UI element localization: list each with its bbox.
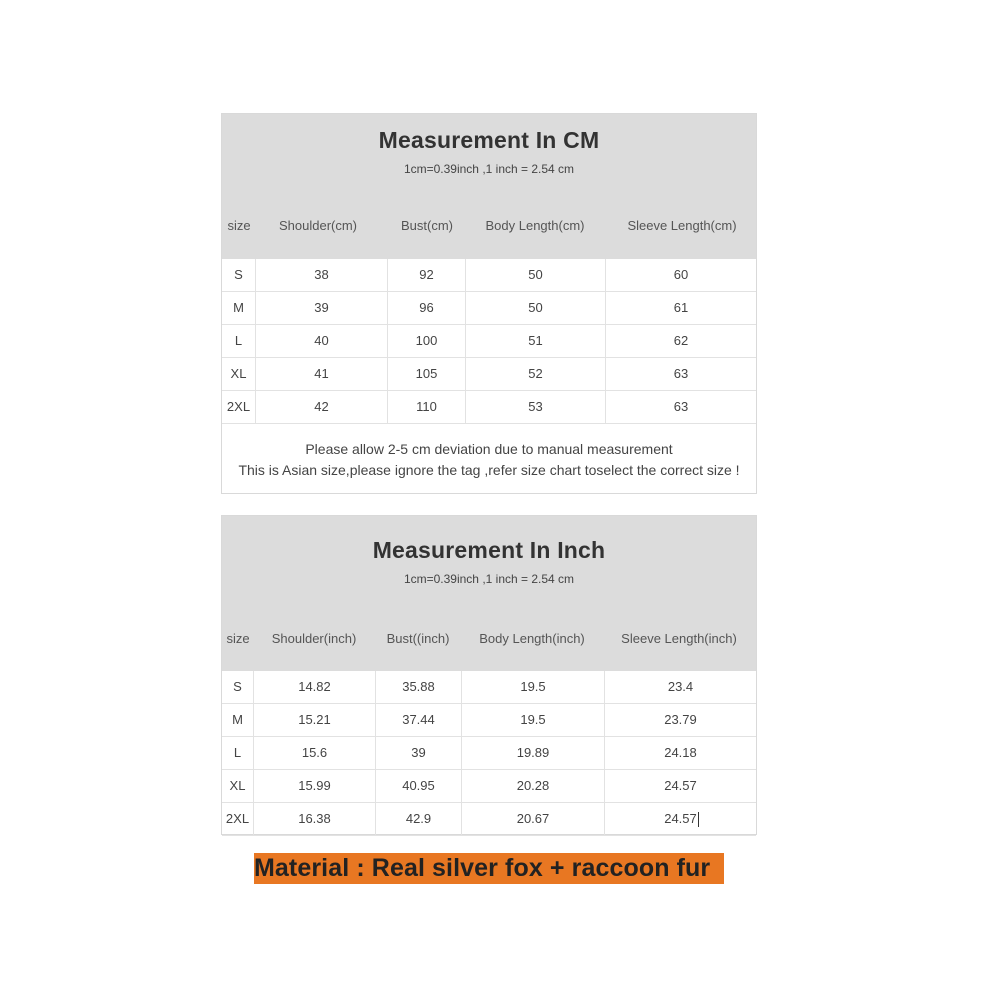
- cell-body-length: 51: [466, 325, 606, 357]
- cell-bust: 37.44: [376, 704, 462, 736]
- cell-body-length: 20.67: [462, 803, 605, 835]
- table-row: [222, 292, 756, 325]
- cell-size: XL: [222, 770, 254, 802]
- size-chart-inch: [221, 515, 757, 835]
- cell-sleeve-length: 62: [673, 333, 689, 348]
- cell-bust: 100: [388, 325, 466, 357]
- table-row: [222, 259, 756, 292]
- table-row: [222, 704, 756, 737]
- cell-sleeve-length: 24.18: [664, 745, 697, 760]
- chart-title: Measurement In Inch: [372, 537, 606, 563]
- cell-size: 2XL: [222, 803, 254, 835]
- cell-sleeve-length: 23.79: [664, 712, 697, 727]
- column-header-size: size: [227, 218, 251, 233]
- cell-bust: 105: [388, 358, 466, 390]
- cell-shoulder: 40: [256, 325, 388, 357]
- table-row: [222, 391, 756, 424]
- cell-shoulder: 39: [256, 292, 388, 324]
- text-cursor: [698, 812, 699, 827]
- cell-bust: 40.95: [376, 770, 462, 802]
- cell-size: S: [222, 259, 256, 291]
- cell-body-length: 52: [466, 358, 606, 390]
- cell-bust: 42.9: [376, 803, 462, 835]
- cell-size: L: [222, 325, 256, 357]
- cell-shoulder: 14.82: [254, 671, 376, 703]
- column-header-bust: Bust(cm): [401, 218, 453, 233]
- cell-body-length: 50: [466, 292, 606, 324]
- table-row: [222, 358, 756, 391]
- cell-size: M: [222, 292, 256, 324]
- cell-sleeve-length: [605, 803, 756, 835]
- table-row: [222, 803, 756, 836]
- chart-title: Measurement In CM: [378, 127, 600, 153]
- table-body: [222, 671, 756, 836]
- cell-value: 24.57: [664, 811, 697, 826]
- measurement-notes: [222, 424, 756, 481]
- cell-size: XL: [222, 358, 256, 390]
- column-header-sleeve-length: Sleeve Length(inch): [621, 631, 737, 646]
- cell-size: M: [222, 704, 254, 736]
- deviation-note: Please allow 2-5 cm deviation due to manual measurement: [305, 441, 673, 457]
- chart-subtitle: 1cm=0.39inch ,1 inch = 2.54 cm: [403, 572, 575, 586]
- cell-bust: 39: [376, 737, 462, 769]
- cell-sleeve-length: 23.4: [667, 679, 694, 694]
- cell-sleeve-length: 60: [673, 267, 689, 282]
- column-header-bust: Bust((inch): [386, 631, 450, 646]
- material-banner: Material : Real silver fox + raccoon fur: [254, 853, 724, 884]
- column-header-shoulder: Shoulder(inch): [271, 631, 357, 646]
- chart-subtitle: 1cm=0.39inch ,1 inch = 2.54 cm: [403, 162, 575, 176]
- cell-bust: 92: [388, 259, 466, 291]
- column-header-shoulder: Shoulder(cm): [278, 218, 358, 233]
- cell-sleeve-length: 63: [673, 366, 689, 381]
- cell-shoulder: 42: [256, 391, 388, 423]
- cell-body-length: 19.5: [462, 704, 605, 736]
- cell-size: S: [222, 671, 254, 703]
- chart-header-band: [222, 516, 756, 671]
- table-row: [222, 770, 756, 803]
- cell-sleeve-length: 61: [673, 300, 689, 315]
- cell-bust: 110: [388, 391, 466, 423]
- size-chart-cm: [221, 113, 757, 494]
- cell-size: 2XL: [222, 391, 256, 423]
- table-body: [222, 259, 756, 424]
- cell-bust: 35.88: [376, 671, 462, 703]
- column-header-size: size: [226, 631, 250, 646]
- cell-body-length: 50: [466, 259, 606, 291]
- cell-shoulder: 38: [256, 259, 388, 291]
- cell-body-length: 19.89: [462, 737, 605, 769]
- table-row: [222, 737, 756, 770]
- cell-shoulder: 41: [256, 358, 388, 390]
- cell-size: L: [222, 737, 254, 769]
- column-header-body-length: Body Length(inch): [479, 631, 585, 646]
- cell-sleeve-length: 63: [673, 399, 689, 414]
- cell-body-length: 20.28: [462, 770, 605, 802]
- column-header-body-length: Body Length(cm): [485, 218, 585, 233]
- chart-header-band: [222, 114, 756, 259]
- cell-body-length: 19.5: [462, 671, 605, 703]
- cell-shoulder: 16.38: [254, 803, 376, 835]
- cell-shoulder: 15.99: [254, 770, 376, 802]
- cell-shoulder: 15.21: [254, 704, 376, 736]
- column-header-sleeve-length: Sleeve Length(cm): [627, 218, 737, 233]
- table-row: [222, 325, 756, 358]
- table-row: [222, 671, 756, 704]
- cell-bust: 96: [388, 292, 466, 324]
- cell-shoulder: 15.6: [254, 737, 376, 769]
- asian-size-note: This is Asian size,please ignore the tag ,refer size chart toselect the correct size !: [238, 462, 740, 478]
- cell-body-length: 53: [466, 391, 606, 423]
- cell-sleeve-length: 24.57: [664, 778, 697, 793]
